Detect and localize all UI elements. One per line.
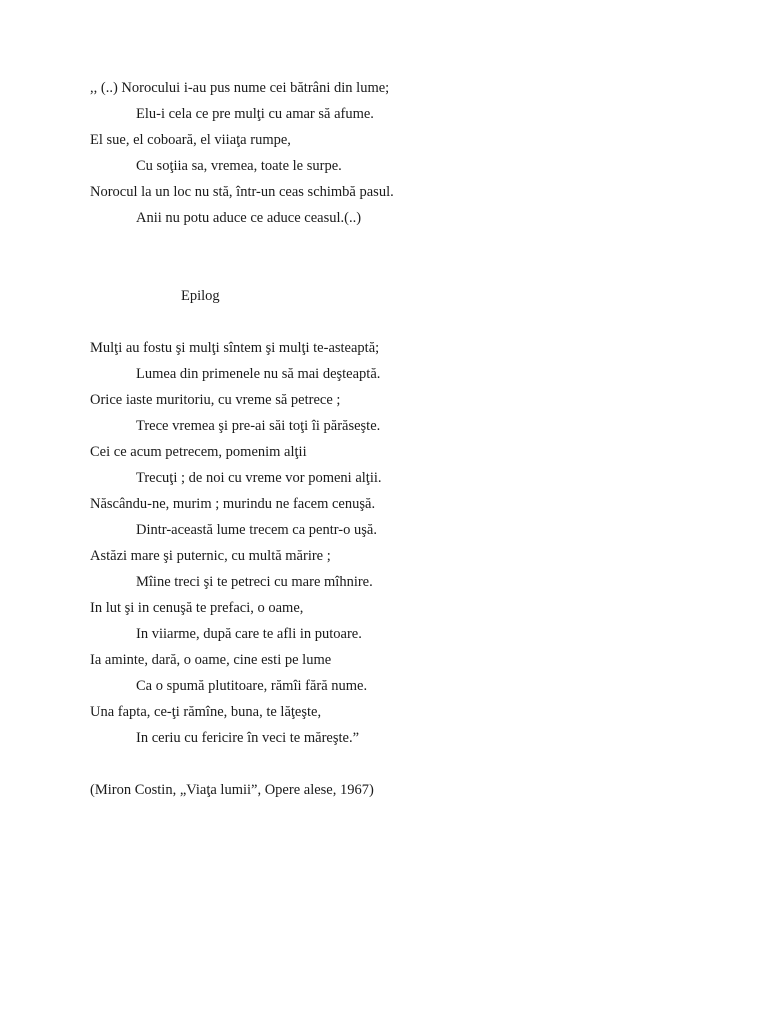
poem-line: In viiarme, după care te afli in putoare. <box>136 626 362 642</box>
poem-line: Orice iaste muritoriu, cu vreme să petrece ; <box>90 392 341 408</box>
section-title: Epilog <box>181 288 220 304</box>
poem-line: Elu-i cela ce pre mulţi cu amar să afume. <box>136 106 374 122</box>
poem-line: Cei ce acum petrecem, pomenim alţii <box>90 444 307 460</box>
poem-line: Dintr-această lume trecem ca pentr-o uşă. <box>136 522 377 538</box>
poem-line: In lut şi in cenuşă te prefaci, o oame, <box>90 600 304 616</box>
poem-line: Trecuţi ; de noi cu vreme vor pomeni alţii. <box>136 470 382 486</box>
poem-line: Lumea din primenele nu să mai deşteaptă. <box>136 366 381 382</box>
poem-line: Anii nu potu aduce ce aduce ceasul.(..) <box>136 210 362 226</box>
poem-line: Norocul la un loc nu stă, într-un ceas schimbă pasul. <box>90 184 394 200</box>
poem-line: Una fapta, ce-ţi rămîne, buna, te lăţeşte, <box>90 704 322 720</box>
poem-line: ,, (..) Norocului i-au pus nume cei bătrâni din lume; <box>90 80 390 96</box>
poem-line: In ceriu cu fericire în veci te măreşte.” <box>136 730 360 746</box>
citation: (Miron Costin, „Viaţa lumii”, Opere alese, 1967) <box>90 782 374 798</box>
poem-line: El sue, el coboară, el viiaţa rumpe, <box>90 132 291 148</box>
poem-line: Ia aminte, dară, o oame, cine esti pe lume <box>90 652 332 668</box>
poem-line: Ca o spumă plutitoare, rămîi fără nume. <box>136 678 368 694</box>
poem-line: Mîine treci şi te petreci cu mare mîhnire. <box>136 574 373 590</box>
poem-line: Astăzi mare şi puternic, cu multă mărire ; <box>90 548 331 564</box>
poem-line: Născându-ne, murim ; murindu ne facem cenuşă. <box>90 496 376 512</box>
poem-line: Cu soţiia sa, vremea, toate le surpe. <box>136 158 342 174</box>
poem-line: Mulţi au fostu şi mulţi sîntem şi mulţi te-asteaptă; <box>90 340 380 356</box>
poem-line: Trece vremea şi pre-ai săi toţi îi părăseşte. <box>136 418 381 434</box>
